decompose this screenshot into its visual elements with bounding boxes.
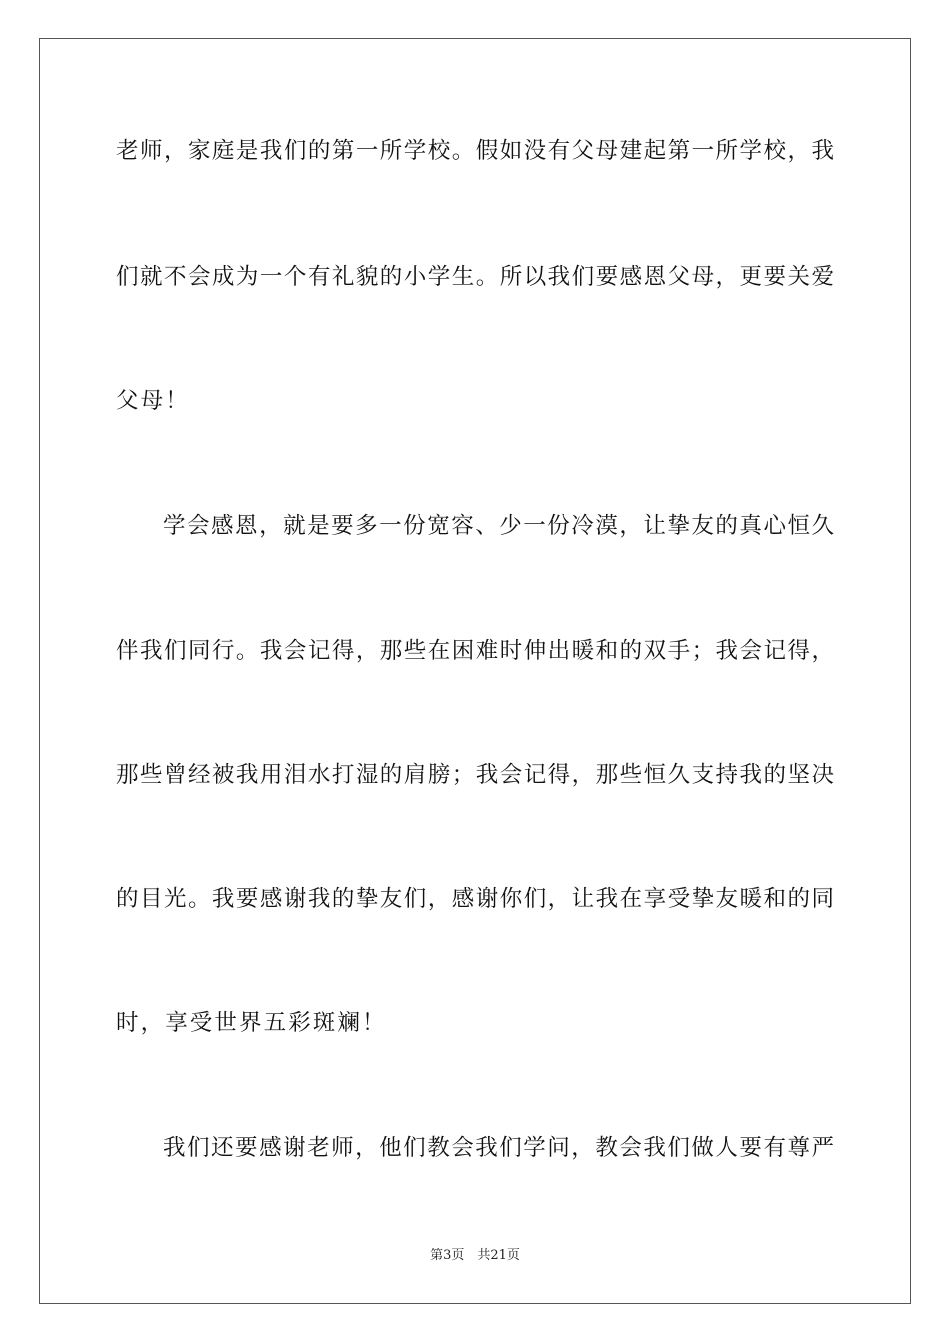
text-line: 伴我们同行。我会记得，那些在困难时伸出暖和的双手；我会记得， (116, 638, 834, 664)
text-line: 父母！ (116, 388, 190, 414)
paragraph-start-line: 学会感恩，就是要多一份宽容、少一份冷漠，让挚友的真心恒久 (163, 513, 834, 539)
text-line: 的目光。我要感谢我的挚友们，感谢你们，让我在享受挚友暖和的同 (116, 886, 834, 912)
page-number: 第3页 共21页 (430, 1248, 520, 1263)
text-line: 们就不会成为一个有礼貌的小学生。所以我们要感恩父母，更要关爱 (116, 264, 834, 290)
text-line: 老师，家庭是我们的第一所学校。假如没有父母建起第一所学校，我 (116, 138, 834, 164)
paragraph-start-line: 我们还要感谢老师，他们教会我们学问，教会我们做人要有尊严 (163, 1135, 834, 1161)
text-line: 那些曾经被我用泪水打湿的肩膀；我会记得，那些恒久支持我的坚决 (116, 762, 834, 788)
page-border (39, 38, 911, 1304)
text-line: 时，享受世界五彩斑斓！ (116, 1010, 387, 1036)
